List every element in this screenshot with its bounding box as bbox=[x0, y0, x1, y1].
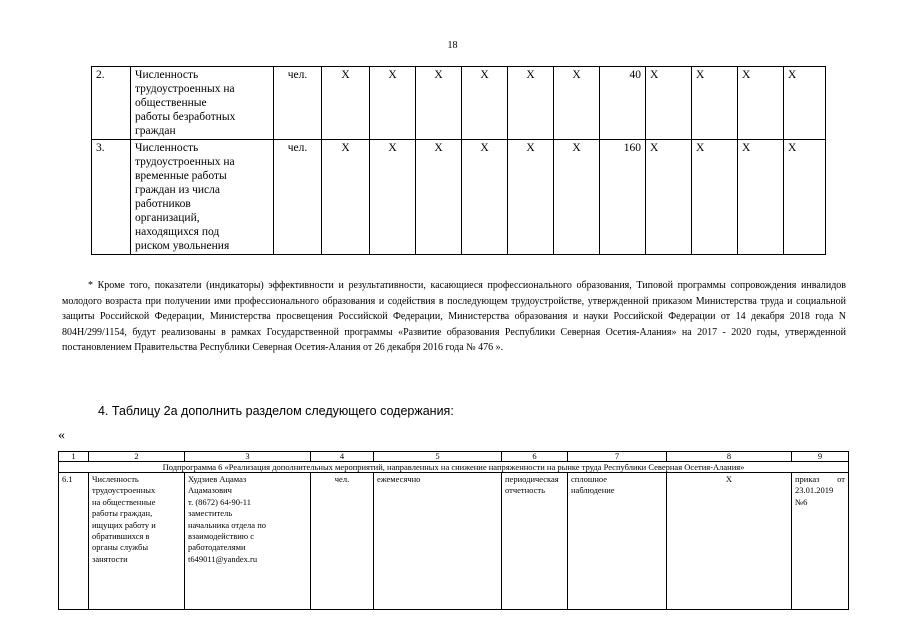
text-line: приказ от bbox=[795, 474, 845, 484]
value-cell: X bbox=[370, 140, 416, 255]
indicators-table bbox=[91, 66, 826, 255]
column-number: 3 bbox=[185, 452, 311, 462]
text-line: занятости bbox=[92, 553, 128, 564]
text-line: отчетность bbox=[505, 485, 545, 496]
value-cell: X bbox=[322, 67, 370, 140]
text-line: организаций, bbox=[135, 212, 200, 224]
value-cell: X bbox=[508, 67, 554, 140]
text-line: граждан из числа bbox=[135, 184, 220, 196]
value-cell: X bbox=[738, 140, 784, 255]
table-row bbox=[92, 140, 826, 255]
text-line: ищущих работу и bbox=[92, 519, 156, 530]
frequency-cell: ежемесячно bbox=[374, 473, 502, 610]
subprogram-row bbox=[59, 462, 849, 473]
row-number: 3. bbox=[92, 140, 131, 255]
column-number: 2 bbox=[89, 452, 185, 462]
document-cell bbox=[792, 473, 849, 610]
value-cell: X bbox=[784, 67, 826, 140]
text-line: трудоустроенных bbox=[92, 485, 156, 496]
value-cell: X bbox=[416, 140, 462, 255]
table-row bbox=[92, 67, 826, 140]
indicator-name bbox=[131, 67, 274, 140]
value-cell: X bbox=[738, 67, 784, 140]
text-line: органы службы bbox=[92, 542, 149, 553]
value-cell: 40 bbox=[600, 67, 646, 140]
text-line: Численность bbox=[135, 142, 199, 154]
text-line: граждан bbox=[135, 125, 176, 137]
text-line: периодическая bbox=[505, 474, 559, 484]
method-cell bbox=[568, 473, 667, 610]
text-line: 23.01.2019 bbox=[795, 485, 834, 496]
value-cell: X bbox=[646, 140, 692, 255]
footnote: * Кроме того, показатели (индикаторы) эффективности и результативности, касающиеся профессионального образования, Типовой программы сопровождения инвалидов молодого возраста при получении ими профессионального образования и содействия в последующем трудоустройстве, утвержденной приказом Министерства труда и социальной защиты Российской Федерации, Министерства просвещения Российской Федерации, Министерства образования и науки Российской Федерации от 14 декабря 2018 года N 804Н/299/1154, будут реализованы в рамках Государственной программы «Развитие образования Республики Северная Осетия-Алания» на 2017 - 2020 годы, утвержденной постановлением Правительства Республики Северная Осетия-Алания от 26 декабря 2016 года № 476 ». bbox=[62, 280, 846, 353]
responsible-person bbox=[185, 473, 311, 610]
column-number: 7 bbox=[568, 452, 667, 462]
value-cell: X bbox=[370, 67, 416, 140]
indicator-name bbox=[131, 140, 274, 255]
column-number: 8 bbox=[667, 452, 792, 462]
value-cell: X bbox=[322, 140, 370, 255]
column-number: 6 bbox=[502, 452, 568, 462]
text-line: заместитель bbox=[188, 508, 233, 519]
text-line: т. (8672) 64-90-11 bbox=[188, 496, 251, 507]
text-line: находящихся под bbox=[135, 226, 220, 238]
unit-cell: чел. bbox=[274, 67, 322, 140]
text-line: №6 bbox=[795, 496, 808, 507]
text-line: сплошное bbox=[571, 474, 608, 484]
text-line: риском увольнения bbox=[135, 240, 230, 252]
value-cell: X bbox=[646, 67, 692, 140]
value-cell: X bbox=[692, 67, 738, 140]
text-line: Численность bbox=[135, 69, 199, 81]
column-number: 4 bbox=[311, 452, 374, 462]
opening-quote: « bbox=[58, 428, 65, 443]
value-cell: X bbox=[554, 140, 600, 255]
text-line: трудоустроенных на bbox=[135, 156, 235, 168]
value-cell: X bbox=[667, 473, 792, 610]
text-line: взаимодействию с bbox=[188, 531, 255, 542]
unit-cell: чел. bbox=[311, 473, 374, 610]
value-cell: X bbox=[462, 67, 508, 140]
text-line: обратившихся в bbox=[92, 531, 150, 542]
text-line: работы безработных bbox=[135, 111, 236, 123]
table-2a-section bbox=[58, 451, 849, 610]
text-line: на общественные bbox=[92, 496, 156, 507]
text-line: наблюдение bbox=[571, 485, 615, 496]
text-line: трудоустроенных на bbox=[135, 83, 235, 95]
table-row bbox=[59, 473, 849, 610]
value-cell: X bbox=[784, 140, 826, 255]
value-cell: X bbox=[462, 140, 508, 255]
column-number: 5 bbox=[374, 452, 502, 462]
unit-cell: чел. bbox=[274, 140, 322, 255]
text-line: Численность bbox=[92, 474, 139, 484]
value-cell: X bbox=[508, 140, 554, 255]
column-number-row bbox=[59, 452, 849, 462]
text-line: работников bbox=[135, 198, 191, 210]
text-line: Ацамазович bbox=[188, 485, 232, 496]
text-line: работы граждан, bbox=[92, 508, 153, 519]
text-line: t649011@yandex.ru bbox=[188, 553, 258, 564]
indicator-name bbox=[89, 473, 185, 610]
form-cell bbox=[502, 473, 568, 610]
row-number: 6.1 bbox=[59, 473, 89, 610]
value-cell: 160 bbox=[600, 140, 646, 255]
subprogram-title: Подпрограмма 6 «Реализация дополнительных мероприятий, направленных на снижение напряженности на рынке труда Республики Северная Осетия-Алания» bbox=[59, 462, 849, 473]
page-number: 18 bbox=[447, 40, 458, 51]
column-number: 9 bbox=[792, 452, 849, 462]
value-cell: X bbox=[692, 140, 738, 255]
text-line: временные работы bbox=[135, 170, 227, 182]
section-heading: 4. Таблицу 2а дополнить разделом следующего содержания: bbox=[98, 404, 454, 418]
value-cell: X bbox=[416, 67, 462, 140]
text-line: начальника отдела по bbox=[188, 519, 266, 530]
text-line: общественные bbox=[135, 97, 207, 109]
column-number: 1 bbox=[59, 452, 89, 462]
text-line: работодателями bbox=[188, 542, 246, 553]
text-line: Худзиев Ацамаз bbox=[188, 474, 247, 484]
value-cell: X bbox=[554, 67, 600, 140]
row-number: 2. bbox=[92, 67, 131, 140]
